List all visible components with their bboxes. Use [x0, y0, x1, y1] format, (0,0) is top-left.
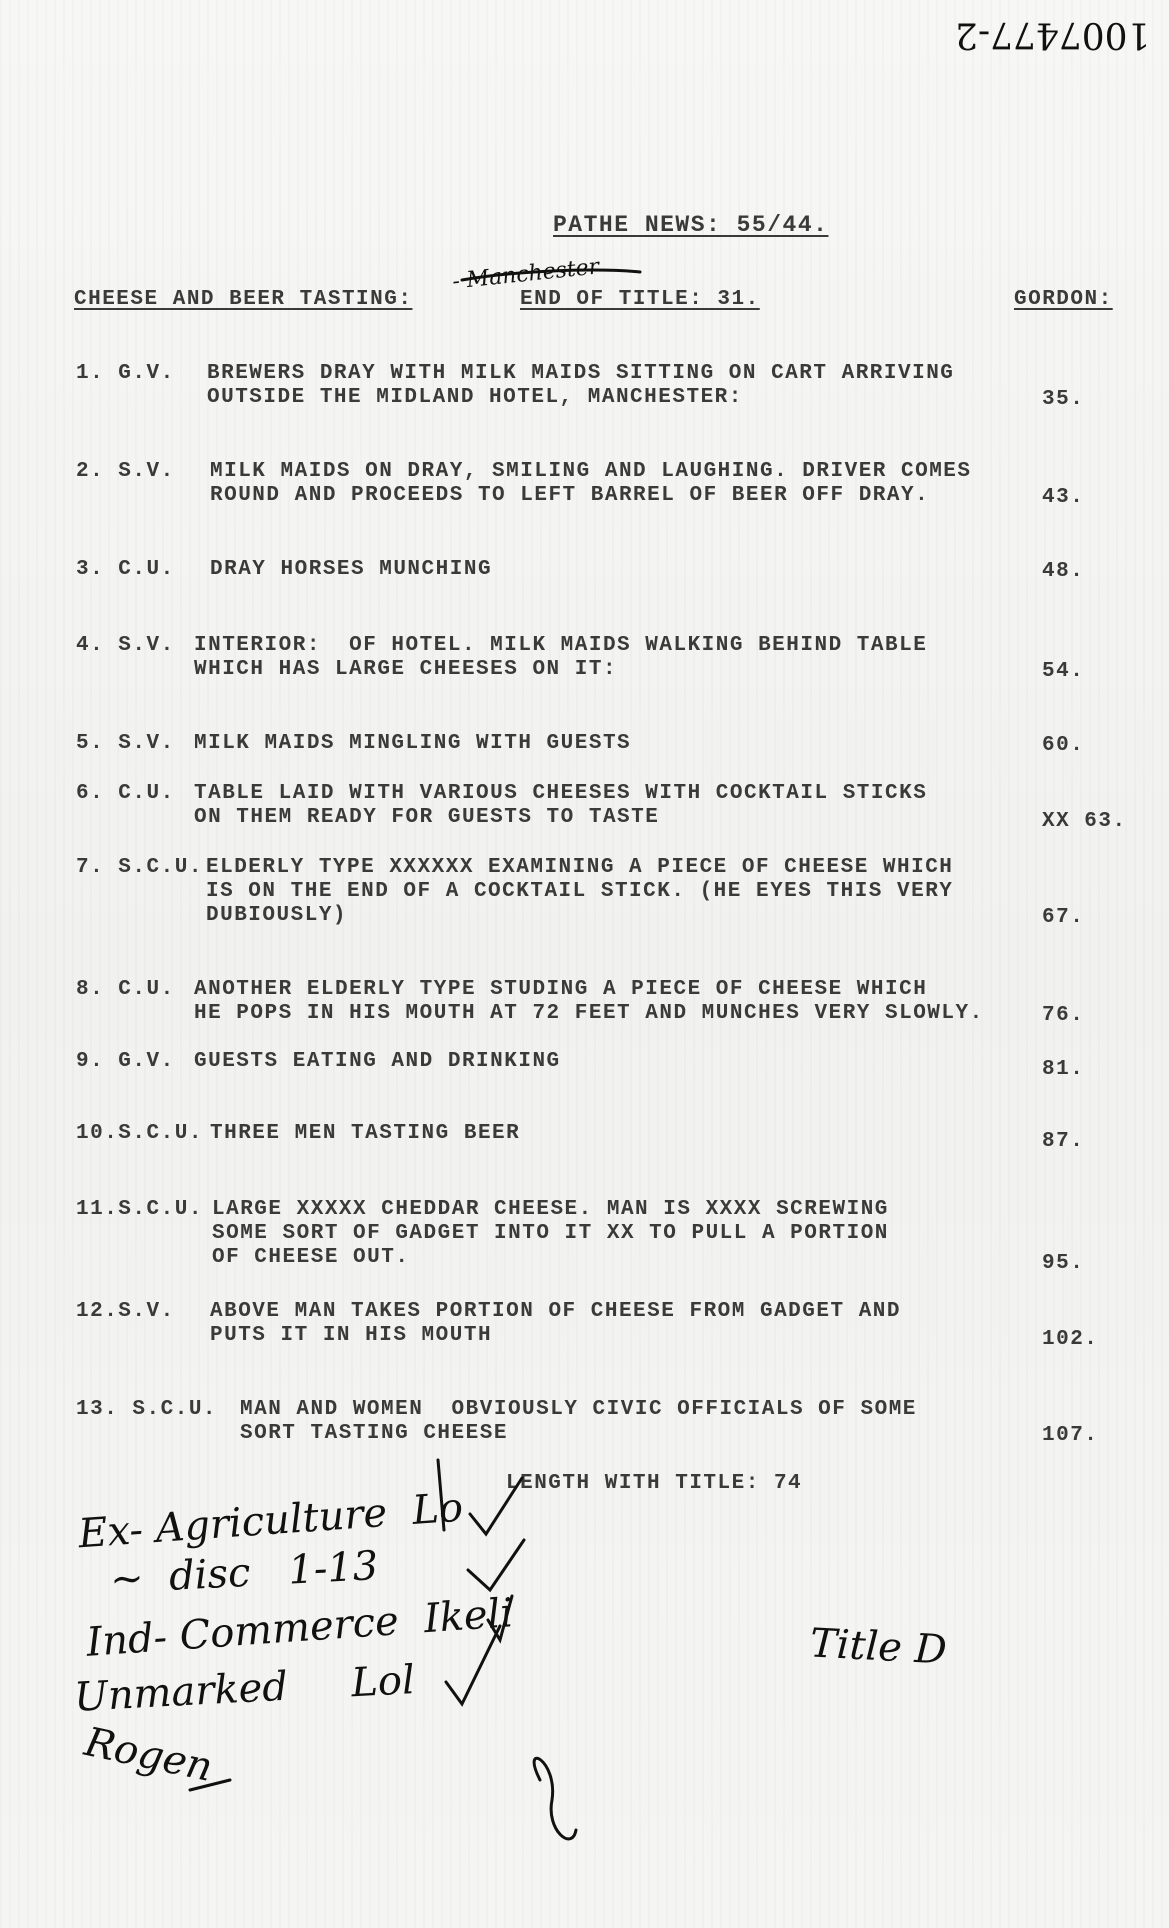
handwritten-note: Title D [808, 1620, 948, 1674]
shot-description: ROUND AND PROCEEDS TO LEFT BARREL OF BEER OFF DRAY. [210, 484, 930, 507]
shot-description: DRAY HORSES MUNCHING [210, 558, 493, 581]
shot-footage: XX 63. [1042, 810, 1127, 833]
end-of-title: END OF TITLE: 31. [520, 288, 760, 311]
shot-number: 12.S.V. [76, 1300, 175, 1323]
shot-description: SOME SORT OF GADGET INTO IT XX TO PULL A PORTION [212, 1222, 889, 1245]
shot-footage: 95. [1042, 1252, 1085, 1275]
shot-description: HE POPS IN HIS MOUTH AT 72 FEET AND MUNCHES VERY SLOWLY. [194, 1002, 984, 1025]
shot-footage: 76. [1042, 1004, 1085, 1027]
shot-footage: 60. [1042, 734, 1085, 757]
shot-description: MILK MAIDS MINGLING WITH GUESTS [194, 732, 632, 755]
shot-number: 11.S.C.U. [76, 1198, 203, 1221]
shot-description: INTERIOR: OF HOTEL. MILK MAIDS WALKING BEHIND TABLE [194, 634, 928, 657]
shot-footage: 81. [1042, 1058, 1085, 1081]
shot-description: GUESTS EATING AND DRINKING [194, 1050, 561, 1073]
shot-number: 10.S.C.U. [76, 1122, 203, 1145]
shot-description: LARGE XXXXX CHEDDAR CHEESE. MAN IS XXXX SCREWING [212, 1198, 889, 1221]
shot-number: 5. S.V. [76, 732, 175, 755]
location-annotation: - Manchester [451, 254, 601, 295]
shot-number: 8. C.U. [76, 978, 175, 1001]
shot-number: 7. S.C.U. [76, 856, 203, 879]
shot-number: 13. S.C.U. [76, 1398, 218, 1421]
shot-description: WHICH HAS LARGE CHEESES ON IT: [194, 658, 618, 681]
handwritten-note: Ex- Agriculture Lo [76, 1484, 465, 1558]
shot-description: TABLE LAID WITH VARIOUS CHEESES WITH COCKTAIL STICKS [194, 782, 928, 805]
shot-description: BREWERS DRAY WITH MILK MAIDS SITTING ON CART ARRIVING [207, 362, 955, 385]
shot-number: 9. G.V. [76, 1050, 175, 1073]
shot-footage: 48. [1042, 560, 1085, 583]
shot-footage: 35. [1042, 388, 1085, 411]
newsreel-title: PATHE NEWS: 55/44. [553, 212, 829, 238]
shot-description: OF CHEESE OUT. [212, 1246, 410, 1269]
length-with-title: LENGTH WITH TITLE: 74 [506, 1472, 803, 1495]
shot-description: DUBIOUSLY) [206, 904, 348, 927]
shot-footage: 43. [1042, 486, 1085, 509]
shot-number: 3. C.U. [76, 558, 175, 581]
shot-description: IS ON THE END OF A COCKTAIL STICK. (HE EYES THIS VERY [206, 880, 954, 903]
shot-description: PUTS IT IN HIS MOUTH [210, 1324, 493, 1347]
archive-reference: 1007477-2 [955, 14, 1151, 55]
shot-description: ELDERLY TYPE XXXXXX EXAMINING A PIECE OF CHEESE WHICH [206, 856, 954, 879]
shot-description: MILK MAIDS ON DRAY, SMILING AND LAUGHING. DRIVER COMES [210, 460, 972, 483]
shot-description: ANOTHER ELDERLY TYPE STUDING A PIECE OF CHEESE WHICH [194, 978, 928, 1001]
story-title: CHEESE AND BEER TASTING: [74, 288, 413, 311]
handwritten-note: Rogen [80, 1719, 217, 1791]
handwritten-note: Ind- Commerce Ikeli [84, 1590, 515, 1666]
shot-description: MAN AND WOMEN OBVIOUSLY CIVIC OFFICIALS OF SOME [240, 1398, 917, 1421]
shot-footage: 67. [1042, 906, 1085, 929]
shot-description: ABOVE MAN TAKES PORTION OF CHEESE FROM GADGET AND [210, 1300, 902, 1323]
shot-description: THREE MEN TASTING BEER [210, 1122, 521, 1145]
shot-description: OUTSIDE THE MIDLAND HOTEL, MANCHESTER: [207, 386, 743, 409]
shot-number: 2. S.V. [76, 460, 175, 483]
cameraman-name: GORDON: [1014, 288, 1113, 311]
shot-footage: 107. [1042, 1424, 1099, 1447]
handwritten-note: Unmarked Lol [73, 1657, 416, 1721]
shot-number: 4. S.V. [76, 634, 175, 657]
shot-footage: 54. [1042, 660, 1085, 683]
shot-description: SORT TASTING CHEESE [240, 1422, 508, 1445]
shot-footage: 87. [1042, 1130, 1085, 1153]
handwritten-note: ~ disc 1-13 [108, 1543, 380, 1603]
shot-number: 1. G.V. [76, 362, 175, 385]
shot-footage: 102. [1042, 1328, 1099, 1351]
shot-description: ON THEM READY FOR GUESTS TO TASTE [194, 806, 660, 829]
shot-number: 6. C.U. [76, 782, 175, 805]
